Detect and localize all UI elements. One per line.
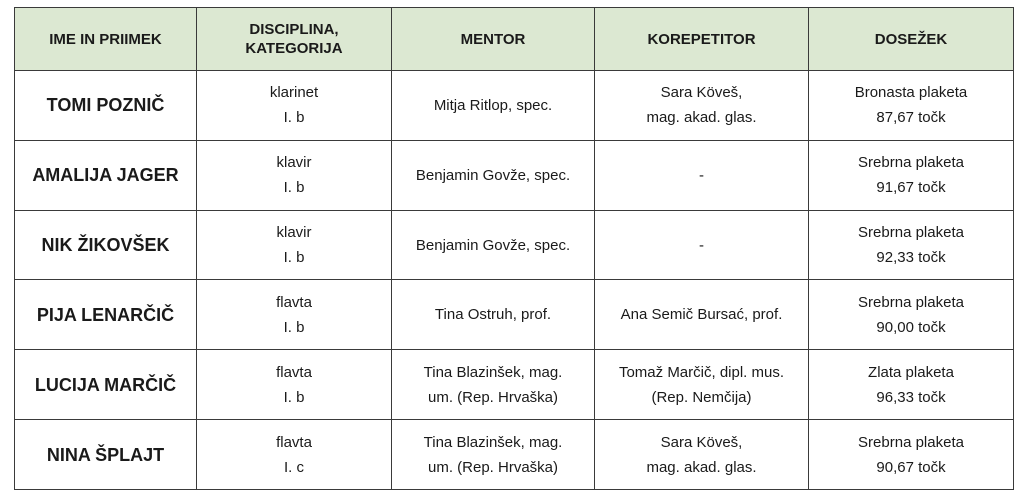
mentor-line-1: Mitja Ritlop, spec. [433, 96, 553, 114]
accompanist-line-1: Sara Köveš, [660, 433, 743, 451]
points-text: 90,67 točk [876, 458, 946, 476]
accompanist-cell [595, 140, 809, 210]
accompanist-line-1: - [699, 236, 704, 254]
discipline-text: flavta [276, 363, 312, 381]
mentor-line-1: Benjamin Govže, spec. [415, 166, 571, 184]
category-text: I. b [283, 249, 305, 267]
discipline-text: klavir [276, 154, 312, 172]
mentor-line-2: um. (Rep. Hrvaška) [427, 458, 559, 476]
accompanist-line-2: (Rep. Nemčija) [651, 388, 752, 406]
points-text: 92,33 točk [876, 249, 946, 267]
accompanist-cell [595, 420, 809, 490]
category-text: I. b [283, 388, 305, 406]
discipline-text: flavta [276, 293, 312, 311]
achievement-cell [809, 280, 1014, 350]
achievement-text: Srebrna plaketa [858, 293, 964, 311]
name-cell: NIK ŽIKOVŠEK [15, 210, 197, 280]
points-text: 96,33 točk [876, 388, 946, 406]
achievement-text: Srebrna plaketa [858, 224, 964, 242]
mentor-line-2: um. (Rep. Hrvaška) [427, 388, 559, 406]
mentor-line-1: Tina Ostruh, prof. [434, 306, 552, 324]
name-cell: TOMI POZNIČ [15, 71, 197, 141]
table-row [15, 350, 1014, 420]
mentor-cell [392, 210, 595, 280]
achievement-cell [809, 350, 1014, 420]
discipline-text: flavta [276, 433, 312, 451]
achievement-cell [809, 420, 1014, 490]
accompanist-cell [595, 350, 809, 420]
mentor-cell [392, 140, 595, 210]
header-discipline-text: DISCIPLINA, KATEGORIJA [245, 21, 343, 57]
achievement-text: Srebrna plaketa [858, 433, 964, 451]
table-row [15, 71, 1014, 141]
name-cell: PIJA LENARČIČ [15, 280, 197, 350]
accompanist-line-1: - [699, 166, 704, 184]
header-row [15, 8, 1014, 71]
header-accompanist: KOREPETITOR [595, 8, 809, 71]
accompanist-line-2: mag. akad. glas. [646, 458, 757, 476]
name-cell: LUCIJA MARČIČ [15, 350, 197, 420]
mentor-line-1: Tina Blazinšek, mag. [423, 433, 563, 451]
discipline-cell [197, 140, 392, 210]
header-name: IME IN PRIIMEK [15, 8, 197, 71]
discipline-cell [197, 420, 392, 490]
discipline-cell [197, 71, 392, 141]
name-cell: AMALIJA JAGER [15, 140, 197, 210]
table-row [15, 210, 1014, 280]
achievement-cell [809, 140, 1014, 210]
table-row [15, 140, 1014, 210]
discipline-text: klavir [276, 224, 312, 242]
accompanist-cell [595, 210, 809, 280]
discipline-cell [197, 280, 392, 350]
accompanist-line-1: Tomaž Marčič, dipl. mus. [618, 363, 785, 381]
achievement-text: Srebrna plaketa [858, 154, 964, 172]
category-text: I. c [283, 458, 304, 476]
points-text: 91,67 točk [876, 179, 946, 197]
accompanist-cell [595, 71, 809, 141]
category-text: I. b [283, 109, 305, 127]
discipline-text: klarinet [269, 84, 319, 102]
accompanist-line-2: mag. akad. glas. [646, 109, 757, 127]
header-mentor: MENTOR [392, 8, 595, 71]
category-text: I. b [283, 318, 305, 336]
achievement-cell [809, 71, 1014, 141]
mentor-cell [392, 420, 595, 490]
points-text: 87,67 točk [876, 109, 946, 127]
mentor-cell [392, 350, 595, 420]
mentor-line-1: Benjamin Govže, spec. [415, 236, 571, 254]
mentor-cell [392, 280, 595, 350]
mentor-line-1: Tina Blazinšek, mag. [423, 363, 563, 381]
header-discipline [197, 8, 392, 71]
achievement-text: Zlata plaketa [868, 363, 954, 381]
achievement-text: Bronasta plaketa [854, 84, 968, 102]
table-row [15, 420, 1014, 490]
achievement-cell [809, 210, 1014, 280]
category-text: I. b [283, 179, 305, 197]
discipline-cell [197, 210, 392, 280]
mentor-cell [392, 71, 595, 141]
results-table [14, 7, 1014, 490]
discipline-cell [197, 350, 392, 420]
table-row [15, 280, 1014, 350]
header-achievement: DOSEŽEK [809, 8, 1014, 71]
accompanist-line-1: Sara Köveš, [660, 84, 743, 102]
points-text: 90,00 točk [876, 318, 946, 336]
accompanist-cell [595, 280, 809, 350]
name-cell: NINA ŠPLAJT [15, 420, 197, 490]
accompanist-line-1: Ana Semič Bursać, prof. [620, 306, 783, 324]
